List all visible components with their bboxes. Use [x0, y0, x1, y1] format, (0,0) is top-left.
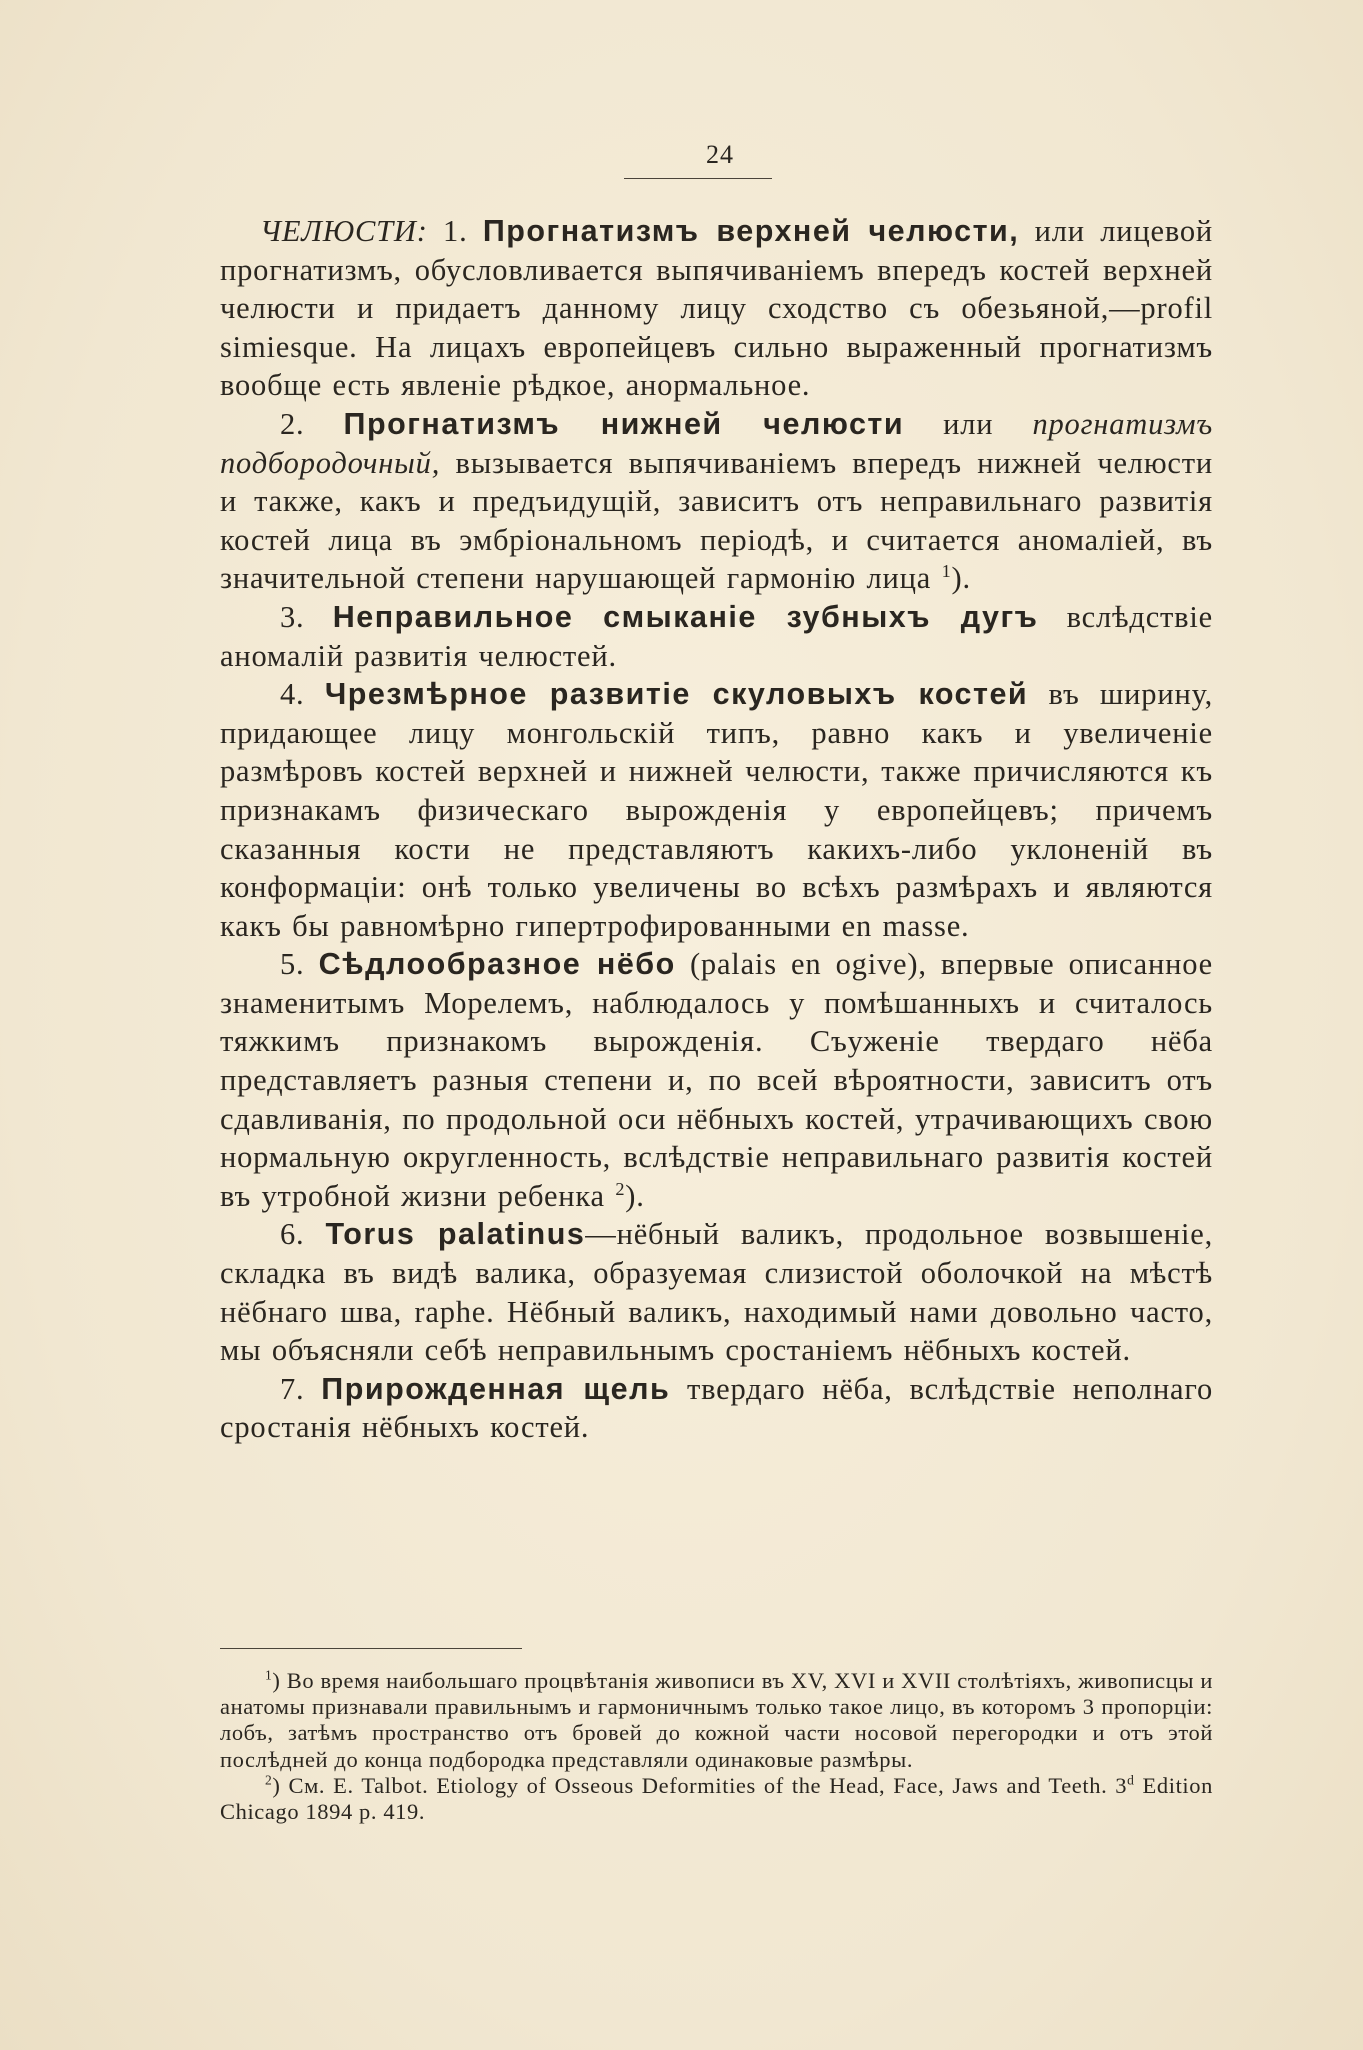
text-run: вызывается выпячиваніемъ впередъ нижней челюсти и также, какъ и предъидущій, зависитъ отъ неправильнаго развитія костей лица въ эмбріональномъ періодѣ, и считается аномаліей, въ значительной степени нарушающей гармонію лица: [220, 445, 1213, 596]
paragraph: [220, 1215, 1213, 1369]
bold-term: Прирожденная щель: [321, 1371, 671, 1406]
bold-term: Неправильное смыканіе зубныхъ дугъ: [332, 599, 1039, 634]
text-run: 1.: [427, 214, 483, 248]
footnote-rule: [220, 1648, 522, 1649]
text-run: 4.: [280, 677, 325, 712]
text-run: (palais en ogive), впервые описанное знаменитымъ Морелемъ, наблюдалось у помѣшанныхъ и считалось тяжкимъ признакомъ вырожденія. Съуженіе твердаго нёба представляетъ разныя степени и, по всей вѣроятности, зависитъ отъ сдавливанія, по продольной оси нёбныхъ костей, утрачивающихъ свою нормальную округленность, вслѣдствіе неправильнаго развитія костей въ утробной жизни ребенка: [220, 947, 1213, 1213]
text-run: въ ширину, придающее лицу монгольскій типъ, равно какъ и увеличеніе размѣровъ костей верхней и нижней челюсти, также причисляются къ признакамъ физическаго вырожденія у европейцевъ; причемъ сказанныя кости не представляютъ какихъ-либо уклоненій въ конформаціи: онѣ только увеличены во всѣхъ размѣрахъ и являются какъ бы равномѣрно гипертрофированными en masse.: [220, 677, 1213, 943]
text-run: или лицевой прогнатизмъ, обусловливается выпячиваніемъ впередъ костей верхней челюсти и придаетъ данному лицу сходство съ обезьяной,—profil simiesque. На лицахъ европейцевъ сильно выраженный прогнатизмъ вообще есть явленіе рѣдкое, анормальное.: [220, 214, 1213, 403]
paragraph: [220, 212, 1213, 405]
superscript: d: [1127, 1772, 1135, 1788]
bold-term: Сѣдлообразное нёбо: [318, 947, 676, 982]
text-run: 3.: [280, 599, 333, 634]
superscript: 1: [941, 561, 952, 582]
text-run: ).: [625, 1178, 645, 1213]
text-run: 5.: [280, 947, 319, 982]
paragraph: [220, 598, 1213, 675]
body-text: [220, 212, 1213, 1447]
text-run: 2.: [280, 406, 344, 441]
footnotes: [220, 1668, 1213, 1825]
header-rule: [624, 178, 772, 179]
superscript: 2: [615, 1178, 626, 1199]
text-run: ) См. E. Talbot. Etiology of Osseous Deformities of the Head, Face, Jaws and Teeth. 3: [272, 1772, 1128, 1798]
footnote: [220, 1668, 1213, 1773]
text-run: 7.: [280, 1371, 322, 1406]
text-run: твердаго нёба, вслѣдствіе неполнаго сростанія нёбныхъ костей.: [220, 1371, 1213, 1445]
page-number: 24: [706, 140, 734, 169]
italic-text: прогнатизмъ подбородочный,: [220, 406, 1213, 480]
text-run: ) Во время наибольшаго процвѣтанія живописи въ XV, XVI и XVII столѣтіяхъ, живописцы и анатомы признавали правильнымъ и гармоничнымъ только такое лицо, въ которомъ 3 пропорціи: лобъ, затѣмъ пространство отъ бровей до кожной части носовой перегородки и отъ этой послѣдней до конца подбородка представляли одинаковые размѣры.: [220, 1668, 1213, 1772]
text-run: вслѣдствіе аномалій развитія челюстей.: [220, 599, 1213, 673]
paragraph: [220, 1370, 1213, 1447]
superscript: 2: [265, 1772, 273, 1788]
bold-term: Чрезмѣрное развитіе скуловыхъ костей: [324, 677, 1029, 712]
paragraph: [220, 945, 1213, 1215]
text-run: ).: [951, 561, 971, 596]
bold-term: Прогнатизмъ нижней челюсти: [343, 406, 905, 441]
text-run: —нёбный валикъ, продольное возвышеніе, складка въ видѣ валика, образуемая слизистой оболочкой на мѣстѣ нёбнаго шва, raphe. Нёбный валикъ, находимый нами довольно часто, мы объясняли себѣ неправильнымъ сростаніемъ нёбныхъ костей.: [220, 1217, 1213, 1368]
text-run: или: [904, 406, 1033, 441]
paragraph: [220, 675, 1213, 945]
paragraph: [220, 405, 1213, 598]
italic-text: ЧЕЛЮСТИ:: [260, 214, 428, 248]
text-run: Edition Chicago 1894 p. 419.: [220, 1772, 1213, 1825]
footnote: [220, 1773, 1213, 1825]
text-run: 6.: [280, 1217, 326, 1252]
bold-term: Torus palatinus: [325, 1217, 586, 1252]
superscript: 1: [265, 1667, 273, 1683]
bold-term: Прогнатизмъ верхней челюсти,: [482, 214, 1020, 248]
